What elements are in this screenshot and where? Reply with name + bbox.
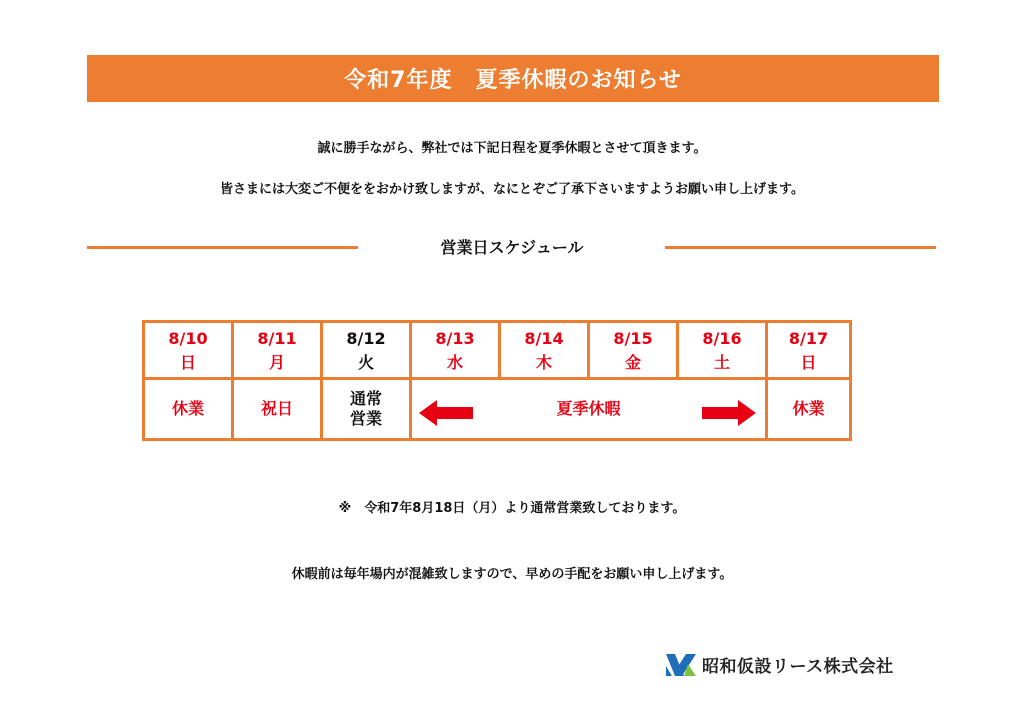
crowding-note: 休暇前は毎年場内が混雑致しますので、早めの手配をお願い申し上げます。 [291,567,733,582]
day-date: 8/15 [613,328,653,348]
day-header [590,323,676,378]
status-label: 夏季休暇 [556,399,621,418]
schedule-table [142,320,852,441]
status-label: 通常 [349,389,382,408]
intro-line-2: 皆さまには大変ご不便ををおかけ致しますが、なにとぞご了承下さいますようお願い申し上げます。 [220,182,804,197]
status-label: 祝日 [260,399,293,418]
day-header [234,323,320,378]
day-date: 8/10 [168,328,208,348]
day-date: 8/14 [524,328,564,348]
section-title: 営業日スケジュール [440,238,584,257]
status-holiday [234,380,320,438]
banner-title: 令和7年度 夏季休暇のお知らせ [344,68,682,93]
day-weekday: 金 [624,352,641,372]
day-header [768,323,849,378]
day-header [323,323,409,378]
day-weekday: 木 [535,352,552,372]
status-closed [145,380,231,438]
day-header [412,323,498,378]
company-name: 昭和仮設リース株式会社 [702,657,894,677]
day-date: 8/17 [788,328,829,348]
intro-line-1: 誠に勝手ながら、弊社では下記日程を夏季休暇とさせて頂きます。 [317,141,707,156]
day-date: 8/16 [702,328,742,348]
status-closed [768,380,849,438]
notice-banner [87,55,939,102]
day-weekday: 日 [179,352,196,372]
right-arrow-icon [702,400,756,426]
status-label: 休業 [171,399,204,418]
resume-note: ※ 令和7年8月18日（月）より通常営業致しております。 [338,501,686,516]
day-header [679,323,765,378]
day-date: 8/12 [346,328,386,348]
day-weekday: 日 [800,352,817,372]
day-header [501,323,587,378]
company-logo-icon [666,654,696,676]
day-date: 8/11 [257,328,297,348]
status-label: 休業 [792,399,825,418]
day-date: 8/13 [435,328,475,348]
section-rule-right [665,246,936,249]
day-weekday: 水 [446,352,463,372]
company-logo [666,652,894,677]
status-label: 営業 [349,409,382,428]
day-header [145,323,231,378]
status-open [323,380,409,438]
day-weekday: 月 [268,352,285,372]
day-weekday: 火 [357,352,374,372]
day-weekday: 土 [713,352,730,372]
left-arrow-icon [419,400,473,426]
